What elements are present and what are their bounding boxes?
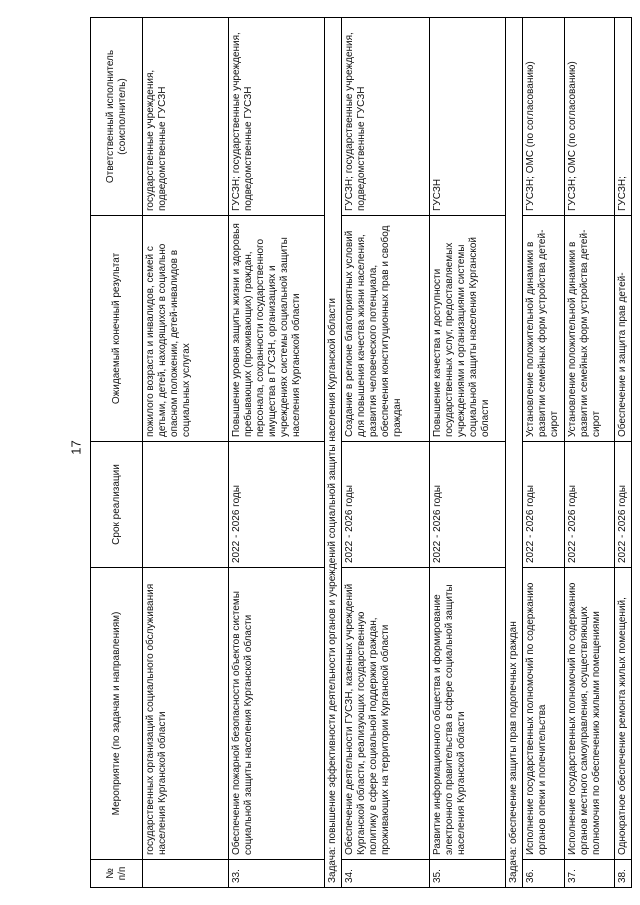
row-executor: государственные учреждения, подведомственные ГУСЗН <box>143 18 229 216</box>
table-row <box>523 18 565 888</box>
row-num: 36. <box>523 860 565 888</box>
row-measure: Исполнение государственных полномочий по содержанию органов местного самоуправления, осуществляющих полномочия по обеспечению жилыми помещениями <box>565 568 615 860</box>
row-term: 2022 - 2026 годы <box>523 442 565 568</box>
row-result: Обеспечение и защита прав детей- <box>615 216 632 442</box>
table-row <box>430 18 506 888</box>
row-measure: Развитие информационного общества и формирование электронного правительства в сфере социальной защиты населения Курганской области <box>430 568 506 860</box>
row-num: 34. <box>342 860 430 888</box>
row-num: 33. <box>229 860 325 888</box>
table-row <box>143 18 229 888</box>
header-num: № п/п <box>91 860 143 888</box>
task-heading: Задача: повышение эффективности деятельности органов и учреждений социальной защиты населения Курганской области <box>325 18 342 888</box>
row-num <box>143 860 229 888</box>
table-row <box>342 18 430 888</box>
header-executor: Ответственный исполнитель (соисполнитель) <box>91 18 143 216</box>
row-term: 2022 - 2026 годы <box>229 442 325 568</box>
header-measure: Мероприятие (по задачам и направлениям) <box>91 568 143 860</box>
row-result: Повышение качества и доступности государственных услуг, предоставляемых учреждениями и организациями системы социальной защиты населения Курганской области <box>430 216 506 442</box>
row-result: пожилого возраста и инвалидов, семей с детьми, детей, находящихся в социально опасном положении, детей-инвалидов в социальных услугах <box>143 216 229 442</box>
row-executor: ГУСЗН; ОМС (по согласованию) <box>565 18 615 216</box>
task-row <box>325 18 342 888</box>
page-number: 17 <box>68 440 84 455</box>
row-measure: Исполнение государственных полномочий по содержанию органов опеки и попечительства <box>523 568 565 860</box>
header-result: Ожидаемый конечный результат <box>91 216 143 442</box>
row-num: 35. <box>430 860 506 888</box>
row-num: 37. <box>565 860 615 888</box>
row-term: 2022 - 2026 годы <box>565 442 615 568</box>
task-heading: Задача: обеспечение защиты прав подопечных граждан <box>506 18 523 888</box>
header-row <box>91 18 143 888</box>
row-measure: Обеспечение деятельности ГУСЗН, казенных учреждений Курганской области, реализующих государственную политику в сфере социальной поддержки граждан, проживающих на территории Курганской области <box>342 568 430 860</box>
table-row <box>565 18 615 888</box>
row-executor: ГУСЗН <box>430 18 506 216</box>
table-row <box>229 18 325 888</box>
task-row <box>506 18 523 888</box>
row-result: Установление положительной динамики в развитии семейных форм устройства детей-сирот <box>523 216 565 442</box>
row-term: 2022 - 2026 годы <box>615 442 632 568</box>
row-result: Создание в регионе благоприятных условий для повышения качества жизни населения, развития человеческого потенциала, обеспечения конституционных прав и свобод граждан <box>342 216 430 442</box>
measures-table <box>90 17 632 888</box>
header-term: Срок реализации <box>91 442 143 568</box>
row-result: Установление положительной динамики в развитии семейных форм устройства детей-сирот <box>565 216 615 442</box>
row-executor: ГУСЗН; государственные учреждения, подведомственные ГУСЗН <box>342 18 430 216</box>
row-measure: Однократное обеспечение ремонта жилых помещений, <box>615 568 632 860</box>
row-result: Повышение уровня защиты жизни и здоровья пребывающих (проживающих) граждан, персонала, сохранности государственного имущества в ГУСЗН, организациях и учреждениях системы социальной защиты населения Курганской области <box>229 216 325 442</box>
row-term <box>143 442 229 568</box>
row-term: 2022 - 2026 годы <box>430 442 506 568</box>
row-num: 38. <box>615 860 632 888</box>
table-row <box>615 18 632 888</box>
row-measure: государственных организаций социального обслуживания населения Курганской области <box>143 568 229 860</box>
rotated-table-container <box>90 18 628 888</box>
row-measure: Обеспечение пожарной безопасности объектов системы социальной защиты населения Курганской области <box>229 568 325 860</box>
row-executor: ГУСЗН; ОМС (по согласованию) <box>523 18 565 216</box>
row-executor: ГУСЗН; <box>615 18 632 216</box>
row-term: 2022 - 2026 годы <box>342 442 430 568</box>
row-executor: ГУСЗН; государственные учреждения, подведомственные ГУСЗН <box>229 18 325 216</box>
